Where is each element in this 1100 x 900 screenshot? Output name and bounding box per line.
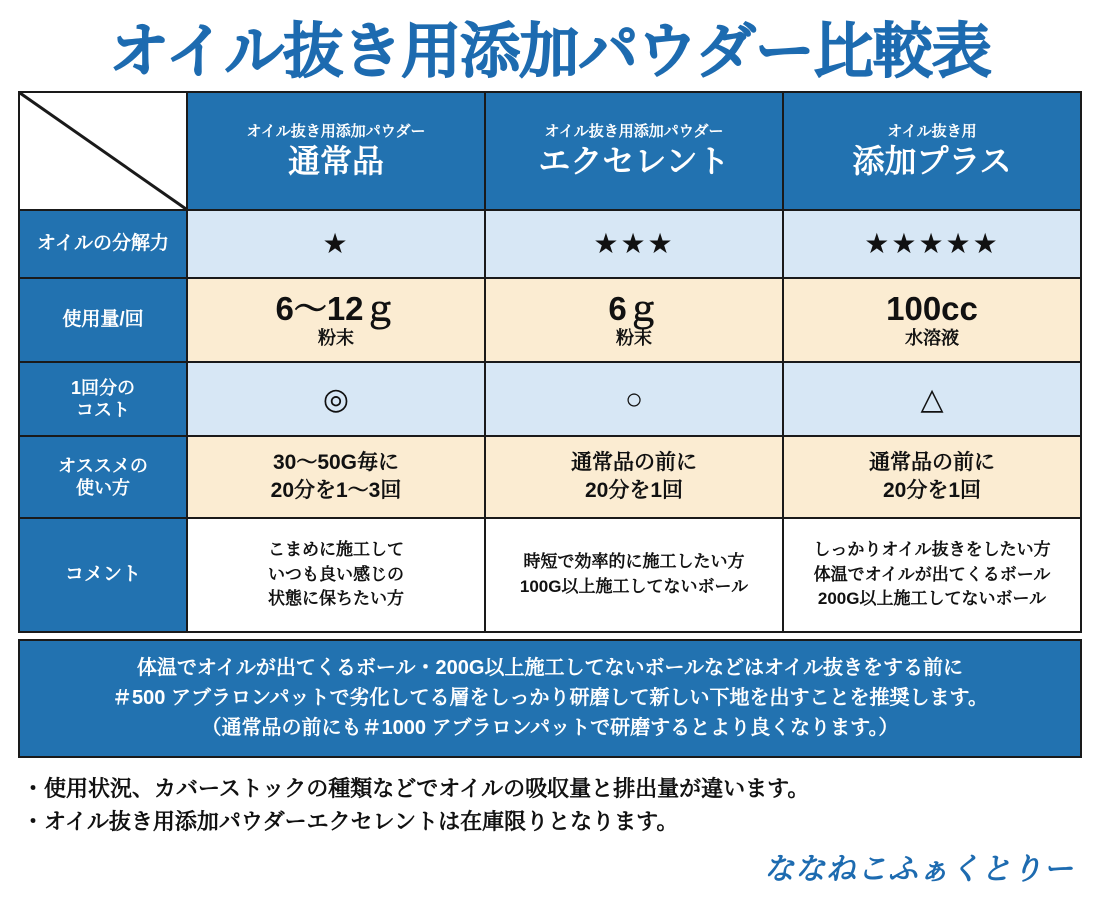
row-label-decomposition: オイルの分解力 bbox=[19, 210, 187, 278]
comment-line2: 体温でオイルが出てくるボール bbox=[813, 564, 1051, 584]
comment-line1: しっかりオイル抜きをしたい方 bbox=[813, 540, 1051, 560]
usage-line2: 20分を1回 bbox=[882, 479, 982, 502]
table-row-amount bbox=[19, 278, 1081, 362]
cell-decomposition-excellent bbox=[485, 210, 783, 278]
cell-usage-normal bbox=[187, 436, 485, 518]
comparison-table bbox=[18, 91, 1082, 633]
usage-line1: 通常品の前に bbox=[571, 450, 697, 474]
row-label-line2: 使い方 bbox=[76, 478, 130, 498]
cell-amount-excellent bbox=[485, 278, 783, 362]
comment-line3: 200G以上施工してないボール bbox=[817, 589, 1047, 609]
footnote-item: ・オイル抜き用添加パウダーエクセレントは在庫限りとなります。 bbox=[22, 809, 679, 834]
column-header-plus bbox=[783, 92, 1081, 210]
column-header-main: エクセレント bbox=[538, 142, 730, 179]
table-row-usage bbox=[19, 436, 1081, 518]
cost-symbol: ○ bbox=[624, 382, 644, 416]
cell-amount-plus bbox=[783, 278, 1081, 362]
cell-comment-plus bbox=[783, 518, 1081, 632]
row-label-usage bbox=[19, 436, 187, 518]
row-label-line2: コスト bbox=[76, 400, 130, 420]
column-header-normal bbox=[187, 92, 485, 210]
corner-cell bbox=[19, 92, 187, 210]
column-header-sub: オイル抜き用 bbox=[887, 122, 977, 140]
row-label-line1: オススメの bbox=[58, 455, 148, 476]
column-header-main: 通常品 bbox=[287, 142, 384, 179]
comment-line1: 時短で効率的に施工したい方 bbox=[523, 552, 745, 572]
column-header-sub: オイル抜き用添加パウダー bbox=[246, 122, 426, 140]
row-label-comment: コメント bbox=[19, 518, 187, 632]
brand-logo-text: ななねこふぁくとりー bbox=[764, 853, 1074, 886]
column-header-main: 添加プラス bbox=[852, 142, 1012, 179]
rating-stars: ★★★★★ bbox=[864, 227, 1000, 259]
column-header-excellent bbox=[485, 92, 783, 210]
cell-cost-excellent bbox=[485, 362, 783, 436]
rating-stars: ★★★ bbox=[593, 227, 675, 259]
table-header-row bbox=[19, 92, 1081, 210]
column-header-sub: オイル抜き用添加パウダー bbox=[544, 122, 724, 140]
table-row-comment bbox=[19, 518, 1081, 632]
table-row-cost bbox=[19, 362, 1081, 436]
cost-symbol: △ bbox=[920, 382, 944, 416]
comment-line1: こまめに施工して bbox=[268, 540, 404, 560]
amount-form: 水溶液 bbox=[905, 327, 959, 348]
comparison-table-wrapper bbox=[18, 91, 1082, 633]
recommendation-note bbox=[18, 639, 1082, 758]
comment-line2: いつも良い感じの bbox=[268, 564, 404, 584]
usage-line2: 20分を1〜3回 bbox=[270, 479, 402, 502]
cell-comment-normal bbox=[187, 518, 485, 632]
cell-cost-plus bbox=[783, 362, 1081, 436]
row-label-cost bbox=[19, 362, 187, 436]
amount-value: 100cc bbox=[886, 289, 978, 327]
cell-amount-normal bbox=[187, 278, 485, 362]
amount-value: 6〜12ｇ bbox=[275, 289, 397, 327]
cell-decomposition-normal bbox=[187, 210, 485, 278]
rating-stars: ★ bbox=[322, 227, 350, 259]
cost-symbol: ◎ bbox=[322, 382, 350, 416]
table-row-decomposition bbox=[19, 210, 1081, 278]
usage-line1: 30〜50G毎に bbox=[272, 450, 400, 474]
amount-value: 6ｇ bbox=[608, 289, 660, 327]
diagonal-slash-icon bbox=[20, 93, 186, 209]
note-line3: （通常品の前にも＃1000 アブラロンパットで研磨するとより良くなります。） bbox=[201, 717, 899, 739]
row-label-line1: 1回分の bbox=[70, 377, 135, 398]
amount-form: 粉末 bbox=[318, 327, 354, 348]
note-line1: 体温でオイルが出てくるボール・200G以上施工してないボールなどはオイル抜きをする前に bbox=[136, 657, 964, 679]
comment-line3: 状態に保ちたい方 bbox=[268, 589, 404, 609]
footnote-item: ・使用状況、カバーストックの種類などでオイルの吸収量と排出量が違います。 bbox=[22, 776, 810, 801]
cell-comment-excellent bbox=[485, 518, 783, 632]
note-line2: ＃500 アブラロンパットで劣化してる層をしっかり研磨して新しい下地を出すことを推奨します。 bbox=[112, 687, 988, 709]
row-label-amount: 使用量/回 bbox=[19, 278, 187, 362]
footnotes bbox=[22, 772, 1078, 838]
page-title: オイル抜き用添加パウダー比較表 bbox=[109, 18, 991, 85]
comment-line2: 100G以上施工してないボール bbox=[519, 577, 749, 596]
cell-usage-excellent bbox=[485, 436, 783, 518]
usage-line1: 通常品の前に bbox=[869, 450, 995, 474]
cell-cost-normal bbox=[187, 362, 485, 436]
amount-form: 粉末 bbox=[616, 327, 652, 348]
usage-line2: 20分を1回 bbox=[584, 479, 684, 502]
cell-usage-plus bbox=[783, 436, 1081, 518]
cell-decomposition-plus bbox=[783, 210, 1081, 278]
